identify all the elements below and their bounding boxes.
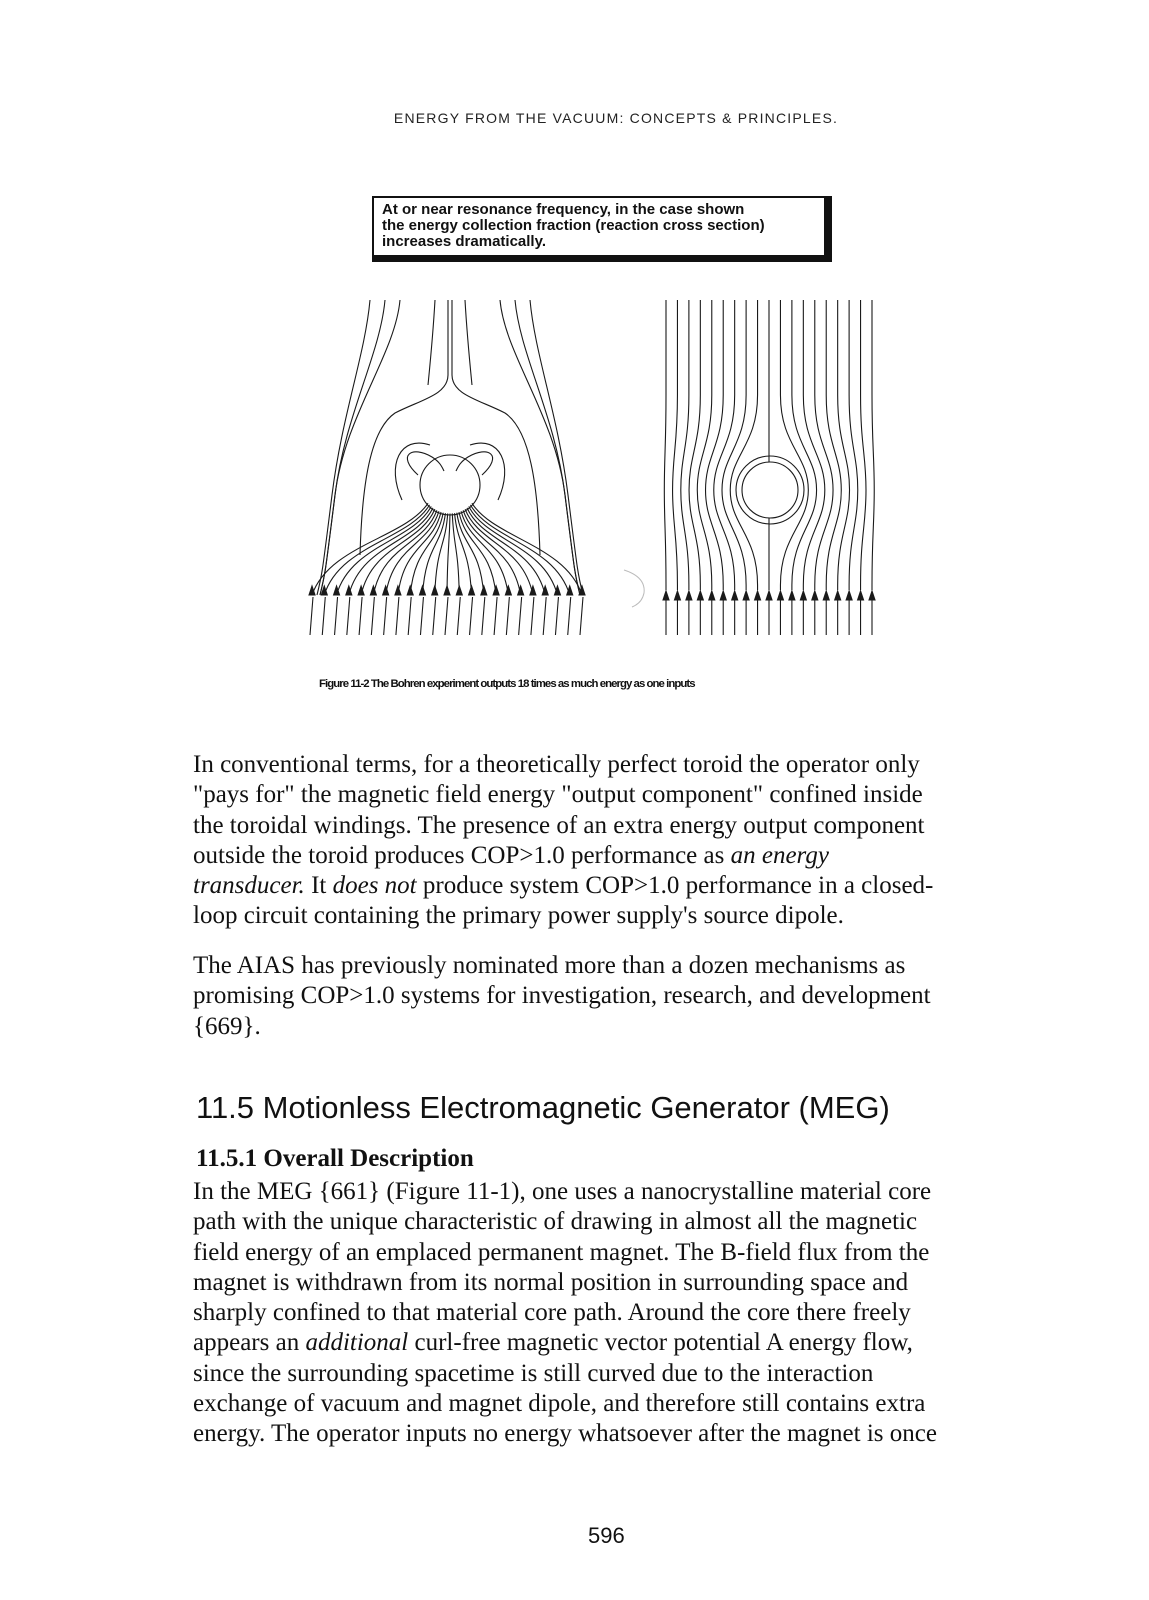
text-line: exchange of vacuum and magnet dipole, and therefore still contains extra: [193, 1390, 926, 1418]
text-line: since the surrounding spacetime is still curved due to the interaction: [193, 1359, 874, 1387]
text-line: {669}.: [193, 1012, 261, 1040]
particle-circle: [742, 462, 798, 518]
arrowhead: [835, 591, 841, 600]
field-loop: [395, 443, 430, 500]
field-line-tail: [433, 597, 436, 635]
text-segment: It: [304, 872, 333, 900]
figure-callout-box: [372, 196, 832, 262]
field-line: [461, 511, 508, 595]
field-line-tail: [445, 597, 448, 635]
arrowhead: [481, 586, 487, 595]
field-line-tail: [568, 597, 571, 635]
arrowhead: [686, 591, 692, 600]
section-heading: 11.5 Motionless Electromagnetic Generator (MEG): [196, 1090, 890, 1125]
callout-line: increases dramatically.: [382, 233, 546, 250]
field-line: [472, 503, 582, 595]
italic-text: does not: [332, 872, 417, 900]
field-line-tail: [396, 597, 399, 635]
text-line: sharply confined to that material core path. Around the core there freely: [193, 1299, 911, 1327]
text-segment: outside the toroid produces COP>1.0 performance as: [193, 841, 731, 869]
right-panel-undisturbed-field-lines: [663, 300, 875, 635]
text-segment: curl-free magnetic vector potential A energy flow,: [408, 1329, 913, 1357]
field-line: [422, 513, 445, 595]
text-segment: appears an: [193, 1329, 306, 1357]
field-line: [360, 300, 448, 555]
page-number: 596: [588, 1523, 625, 1548]
field-line: [465, 300, 472, 385]
field-line: [470, 505, 569, 595]
scan-mark: [624, 570, 644, 607]
field-line-tail: [310, 597, 313, 635]
paragraph-1: [193, 750, 1023, 932]
field-line-tail: [543, 597, 546, 635]
text-line: promising COP>1.0 systems for investigation, research, and development: [193, 982, 931, 1010]
field-line-tail: [555, 597, 558, 635]
bohren-field-line-figure: [300, 295, 890, 645]
field-line: [826, 300, 841, 590]
text-segment: produce system COP>1.0 performance in a closed-: [416, 872, 934, 900]
field-line-tail: [482, 597, 485, 635]
left-panel-converging-field-lines: [309, 300, 585, 635]
field-line: [320, 300, 385, 595]
arrowhead: [674, 591, 680, 600]
text-line: The AIAS has previously nominated more than a dozen mechanisms as: [193, 952, 906, 979]
field-loop: [456, 452, 493, 475]
text-line: In the MEG {661} (Figure 11-1), one uses a nanocrystalline material core: [193, 1178, 932, 1205]
field-line: [452, 513, 459, 595]
field-line-tail: [506, 597, 509, 635]
text-line: "pays for" the magnetic field energy "output component" confined inside: [193, 781, 923, 809]
arrowhead: [709, 591, 715, 600]
field-line: [697, 300, 711, 590]
arrowhead: [755, 591, 761, 600]
field-line-tail: [335, 597, 338, 635]
field-line: [681, 300, 689, 590]
field-line: [803, 300, 824, 590]
field-line: [664, 300, 666, 590]
arrowhead: [800, 591, 806, 600]
field-line-tail: [580, 597, 583, 635]
particle-halo: [736, 456, 804, 524]
field-line-tail: [384, 597, 387, 635]
field-line: [861, 300, 866, 590]
field-line: [849, 300, 858, 590]
field-line: [872, 300, 874, 590]
running-header: ENERGY FROM THE VACUUM: CONCEPTS & PRINCIPLES.: [393, 110, 839, 126]
subsection-heading: 11.5.1 Overall Description: [196, 1145, 474, 1172]
field-line: [435, 513, 448, 595]
arrowhead: [456, 586, 462, 595]
arrowhead: [395, 586, 401, 595]
text-line: loop circuit containing the primary power supply's source dipole.: [193, 902, 844, 930]
arrowhead: [869, 591, 875, 600]
arrowhead: [732, 591, 738, 600]
field-line: [447, 514, 450, 596]
field-line-tail: [359, 597, 362, 635]
text-line: energy. The operator inputs no energy whatsoever after the magnet is once: [193, 1420, 937, 1448]
arrowhead: [823, 591, 829, 600]
arrowhead: [789, 591, 795, 600]
field-loop: [407, 452, 444, 475]
arrowhead: [720, 591, 726, 600]
arrowhead: [846, 591, 852, 600]
text-line: the toroidal windings. The presence of an extra energy output component: [193, 811, 925, 839]
field-line: [373, 510, 436, 595]
arrowhead: [444, 586, 450, 595]
field-line: [838, 300, 850, 590]
field-line: [780, 300, 808, 590]
field-line: [428, 300, 435, 385]
arrowhead: [493, 586, 499, 595]
field-line-tail: [470, 597, 473, 635]
paragraph-2: [193, 951, 1023, 1042]
field-line-tail: [420, 597, 423, 635]
arrowhead: [697, 591, 703, 600]
arrowhead: [505, 586, 511, 595]
field-line-tail: [322, 597, 325, 635]
field-line: [673, 300, 678, 590]
field-line-tail: [371, 597, 374, 635]
arrowhead: [419, 586, 425, 595]
text-line: [193, 871, 1023, 901]
field-line: [714, 300, 735, 590]
arrowhead: [766, 591, 772, 600]
italic-text: additional: [305, 1329, 409, 1357]
callout-line: At or near resonance frequency, in the case shown: [382, 201, 745, 218]
field-line-tail: [494, 597, 497, 635]
field-line-tail: [457, 597, 460, 635]
arrowhead: [743, 591, 749, 600]
text-line: In conventional terms, for a theoretically perfect toroid the operator only: [193, 751, 920, 778]
italic-text: an energy: [730, 841, 829, 869]
field-line-tail: [531, 597, 534, 635]
field-line: [689, 300, 700, 590]
arrowhead: [663, 591, 669, 600]
arrowhead: [469, 586, 475, 595]
text-line: magnet is withdrawn from its normal position in surrounding space and: [193, 1268, 909, 1296]
callout-line: the energy collection fraction (reaction cross section): [382, 217, 765, 234]
field-line-tail: [519, 597, 522, 635]
field-loop: [470, 443, 505, 500]
arrowhead: [812, 591, 818, 600]
arrowhead: [407, 586, 413, 595]
text-line: field energy of an emplaced permanent magnet. The B-field flux from the: [193, 1238, 930, 1266]
field-line: [515, 300, 580, 595]
italic-text: transducer.: [193, 872, 305, 900]
arrowhead: [383, 586, 389, 595]
figure-caption: Figure 11-2 The Bohren experiment outputs 18 times as much energy as one inputs: [319, 678, 695, 690]
field-line-tail: [408, 597, 411, 635]
text-line: path with the unique characteristic of drawing in almost all the magnetic: [193, 1208, 918, 1236]
arrowhead: [432, 586, 438, 595]
text-line: [193, 841, 1023, 871]
field-line-tail: [347, 597, 350, 635]
arrowhead: [777, 591, 783, 600]
section-paragraph: [193, 1177, 1023, 1450]
text-line: [193, 1328, 1023, 1358]
arrowhead: [858, 591, 864, 600]
